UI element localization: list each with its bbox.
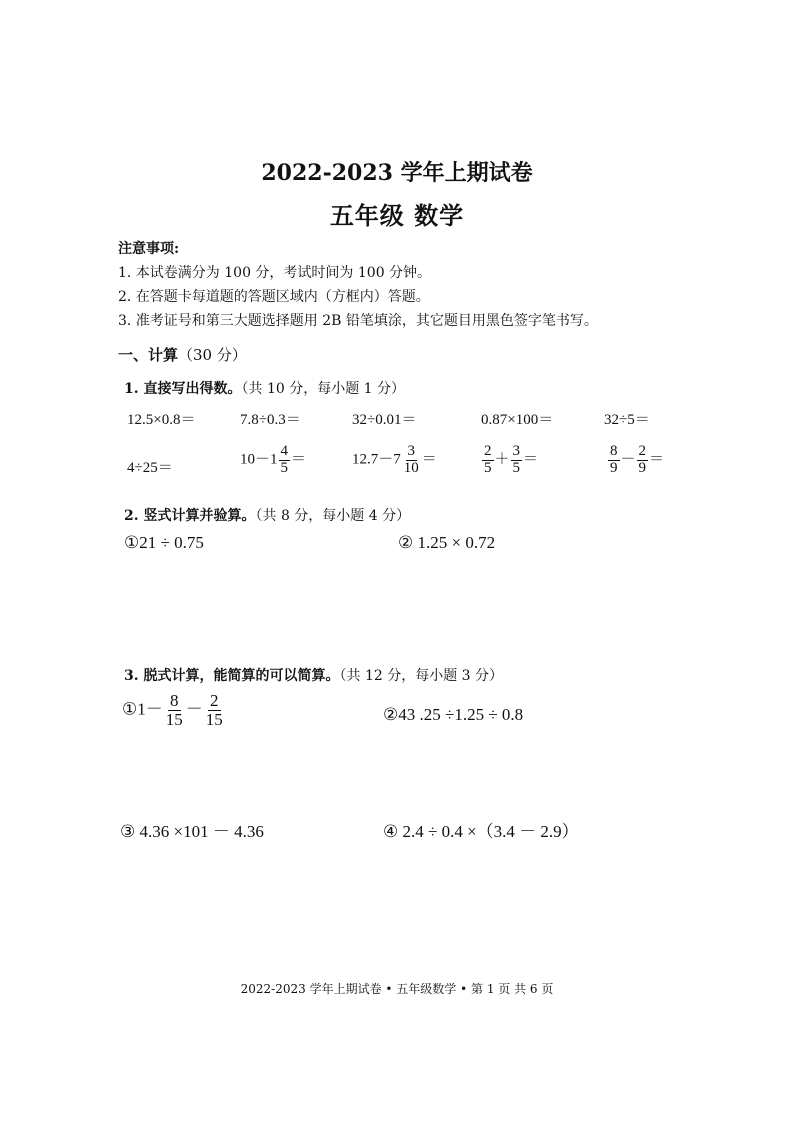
- section-1-label: 一、计算: [118, 346, 179, 364]
- question-1-heading: [124, 378, 405, 398]
- fraction: $\frac{2}{9}$: [638, 443, 647, 476]
- q1-expr-4: 0.87×100＝: [481, 412, 554, 428]
- q3-expr-c: ③ 4.36 ×101 － 4.36: [120, 822, 264, 841]
- question-3-heading: [124, 665, 503, 685]
- q1-expr-6: 4÷25＝: [127, 460, 173, 476]
- q2-expr-a: ①21 ÷ 0.75: [124, 533, 204, 552]
- question-2-detail: （共 8 分，每小题 4 分）: [255, 508, 411, 524]
- section-1-points: （30 分）: [178, 346, 247, 364]
- q3-expr-d: ④ 2.4 ÷ 0.4 ×（3.4 － 2.9）: [383, 822, 579, 841]
- q1-expr-7: 10－1 $\frac{4}{5}$ ＝: [240, 443, 307, 476]
- q1-expr-3: 32÷0.01＝: [352, 412, 417, 428]
- note-item-2: 2. 在答题卡每道题的答题区域内（方框内）答题。: [118, 289, 430, 305]
- question-1-detail: （共 10 分，每小题 1 分）: [241, 381, 406, 397]
- notes-heading: 注意事项:: [118, 241, 180, 257]
- question-2-label: 2. 竖式计算并验算。: [124, 508, 256, 524]
- fraction: $\frac{3}{10}$: [403, 443, 419, 476]
- question-3-label: 3. 脱式计算，能简算的可以简算。: [124, 668, 340, 684]
- page-footer: 2022-2023 学年上期试卷 • 五年级数学 • 第 1 页 共 6 页: [240, 982, 554, 996]
- fraction: $\frac{4}{5}$: [280, 443, 289, 476]
- fraction: $\frac{2}{5}$: [484, 443, 492, 476]
- q1-expr-1: 12.5×0.8＝: [127, 412, 196, 428]
- q3-expr-b: ②43 .25 ÷1.25 ÷ 0.8: [383, 705, 524, 724]
- fraction: $\frac{2}{15}$: [205, 691, 223, 729]
- q2-expr-b: ② 1.25 × 0.72: [398, 533, 496, 552]
- q1-expr-9: $\frac{2}{5}$ ＋ $\frac{3}{5}$ ＝: [484, 443, 539, 476]
- q1-expr-2: 7.8÷0.3＝: [240, 412, 301, 428]
- fraction: $\frac{8}{15}$: [165, 691, 183, 729]
- question-3-detail: （共 12 分，每小题 3 分）: [339, 668, 504, 684]
- fraction: $\frac{8}{9}$: [610, 443, 618, 476]
- question-1-label: 1. 直接写出得数。: [124, 381, 242, 397]
- q1-expr-8: 12.7－7 $\frac{3}{10}$ ＝: [352, 443, 437, 476]
- q3-expr-a: ①1－ $\frac{8}{15}$ － $\frac{2}{15}$: [122, 691, 223, 729]
- note-item-3: 3. 准考证号和第三大题选择题用 2B 铅笔填涂，其它题目用黑色签字笔书写。: [118, 313, 598, 329]
- q1-expr-10: $\frac{8}{9}$ － $\frac{2}{9}$ ＝: [610, 443, 665, 476]
- question-2-heading: [124, 505, 410, 525]
- section-1-heading: [118, 344, 247, 365]
- exam-subtitle: 五年级 数学: [329, 201, 465, 230]
- q1-expr-5: 32÷5＝: [604, 412, 650, 428]
- exam-title: 2022-2023 学年上期试卷: [261, 160, 533, 186]
- fraction: $\frac{3}{5}$: [512, 443, 521, 476]
- note-item-1: 1. 本试卷满分为 100 分，考试时间为 100 分钟。: [118, 265, 432, 281]
